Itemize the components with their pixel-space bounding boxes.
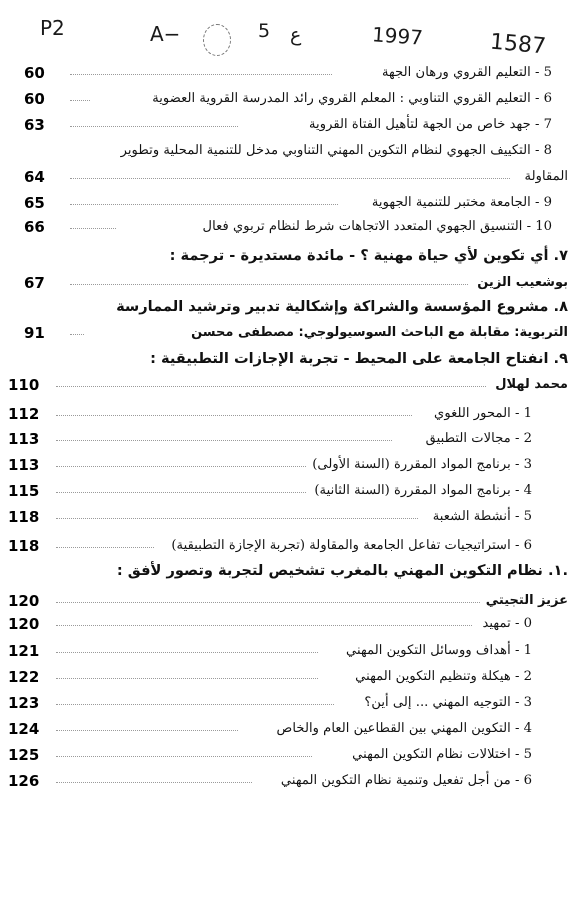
page-number: 66 (24, 218, 45, 236)
dotted-leader (56, 678, 318, 679)
page-number: 110 (8, 376, 40, 394)
page-number: 120 (8, 615, 40, 633)
toc-row-10 (0, 322, 582, 346)
handwritten-mark-number: 1587 (489, 29, 547, 60)
dotted-leader (70, 284, 468, 285)
toc-row-8 (0, 272, 582, 296)
interview-line: التربوية: مقابلة مع الباحث السوسيولوجي: مصطفى محسن (191, 325, 568, 340)
entry-title: 1 - المحور اللغوي (434, 406, 532, 421)
toc-row-21 (0, 613, 582, 637)
entry-title: 1 - أهداف ووسائل التكوين المهني (346, 643, 532, 658)
entry-title: 8 - التكييف الجهوي لنظام التكوين المهني التناوبي مدخل للتنمية المحلية وتطوير (120, 143, 552, 158)
toc-row-20 (0, 590, 582, 614)
toc-row-26 (0, 744, 582, 768)
dotted-leader (70, 334, 84, 335)
handwritten-mark-ain: ع (290, 24, 302, 46)
toc-section-9-heading (0, 348, 582, 372)
page-number: 115 (8, 482, 40, 500)
entry-title: 6 - استراتيجيات تفاعل الجامعة والمقاولة (تجربة الإجازة التطبيقية) (171, 538, 532, 553)
entry-title: 5 - التعليم القروي ورهان الجهة (381, 65, 552, 80)
entry-title: 4 - التكوين المهني بين القطاعين العام والخاص (276, 721, 532, 736)
handwritten-mark-5: 5 (258, 20, 271, 42)
entry-title: 7 - جهد خاص من الجهة لتأهيل الفتاة القروية (308, 117, 552, 132)
author-name: عزيز التجيتي (485, 593, 568, 608)
page-number: 122 (8, 668, 40, 686)
dotted-leader (56, 652, 318, 653)
page-number: 60 (24, 64, 45, 82)
page-number: 118 (8, 508, 40, 526)
dotted-leader (70, 126, 238, 127)
dotted-leader (56, 492, 306, 493)
dotted-leader (56, 547, 154, 548)
page-number: 120 (8, 592, 40, 610)
page-number: 63 (24, 116, 45, 134)
toc-row-18 (0, 535, 582, 559)
page-number: 123 (8, 694, 40, 712)
author-name: محمد لهلال (495, 377, 568, 392)
smudged-circle-mark (203, 24, 231, 56)
dotted-leader (56, 782, 252, 783)
section-heading: ٩. انفتاح الجامعة على المحيط - تجربة الإجازات التطبيقية : (150, 350, 568, 367)
dotted-leader (56, 415, 412, 416)
toc-row-12 (0, 374, 582, 398)
toc-section-10-heading (0, 560, 582, 584)
entry-title: 3 - برنامج المواد المقررة (السنة الأولى) (312, 457, 532, 472)
dotted-leader (56, 518, 418, 519)
toc-row-5 (0, 192, 582, 216)
handwritten-mark-a: A− (150, 22, 181, 46)
dotted-leader (70, 100, 90, 101)
toc-row-24 (0, 692, 582, 716)
toc-row-6 (0, 216, 582, 240)
toc-row-14 (0, 428, 582, 452)
toc-row-2 (0, 114, 582, 138)
toc-row-16 (0, 480, 582, 504)
handwritten-mark-year: 1997 (371, 22, 424, 50)
dotted-leader (56, 730, 238, 731)
entry-title: المقاولة (524, 169, 568, 184)
page-number: 124 (8, 720, 40, 738)
toc-row-0 (0, 62, 582, 86)
page-number: 67 (24, 274, 45, 292)
entry-title: 5 - اختلالات نظام التكوين المهني (352, 747, 532, 762)
section-heading: ٧. أي تكوين لأي حياة مهنية ؟ - مائدة مستديرة - ترجمة : (169, 247, 568, 264)
page-number: 65 (24, 194, 45, 212)
toc-row-13 (0, 403, 582, 427)
entry-title: 6 - التعليم القروي التناوبي : المعلم القروي رائد المدرسة القروية العضوية (152, 91, 552, 106)
handwritten-mark-p2: P2 (40, 16, 65, 40)
dotted-leader (56, 602, 480, 603)
toc-row-17 (0, 506, 582, 530)
dotted-leader (56, 704, 334, 705)
entry-title: 4 - برنامج المواد المقررة (السنة الثانية) (314, 483, 532, 498)
dotted-leader (70, 204, 338, 205)
entry-title: 3 - التوجيه المهني ... إلى أين؟ (364, 695, 532, 710)
toc-section-7-heading (0, 245, 582, 269)
entry-title: 2 - هيكلة وتنظيم التكوين المهني (355, 669, 532, 684)
page-number: 113 (8, 430, 40, 448)
page-number: 112 (8, 405, 40, 423)
dotted-leader (70, 178, 510, 179)
entry-title: 9 - الجامعة مختبر للتنمية الجهوية (371, 195, 552, 210)
section-heading: ٨. مشروع المؤسسة والشراكة وإشكالية تدبير وترشيد الممارسة (116, 298, 568, 315)
toc-section-8-heading (0, 296, 582, 320)
dotted-leader (70, 228, 116, 229)
toc-row-3 (0, 140, 582, 164)
toc-row-27 (0, 770, 582, 794)
toc-row-23 (0, 666, 582, 690)
page-number: 118 (8, 537, 40, 555)
section-heading: .١. نظام التكوين المهني بالمغرب تشخيص لتجربة وتصور لأفق : (116, 562, 568, 579)
toc-row-25 (0, 718, 582, 742)
dotted-leader (56, 466, 306, 467)
toc-row-1 (0, 88, 582, 112)
page-number: 121 (8, 642, 40, 660)
entry-title: 6 - من أجل تفعيل وتنمية نظام التكوين المهني (280, 773, 532, 788)
page-number: 125 (8, 746, 40, 764)
entry-title: 0 - تمهيد (482, 616, 532, 631)
dotted-leader (70, 74, 332, 75)
toc-row-15 (0, 454, 582, 478)
entry-title: 10 - التنسيق الجهوي المتعدد الاتجاهات شرط لنظام تربوي فعال (202, 219, 552, 234)
entry-title: 2 - مجالات التطبيق (425, 431, 532, 446)
page-number: 64 (24, 168, 45, 186)
dotted-leader (56, 756, 312, 757)
page-number: 60 (24, 90, 45, 108)
page-number: 113 (8, 456, 40, 474)
toc-row-22 (0, 640, 582, 664)
toc-row-4 (0, 166, 582, 190)
author-name: بوشعيب الزين (477, 275, 568, 290)
page-number: 126 (8, 772, 40, 790)
dotted-leader (56, 440, 392, 441)
page-number: 91 (24, 324, 45, 342)
entry-title: 5 - أنشطة الشعبة (432, 509, 532, 524)
dotted-leader (56, 386, 486, 387)
dotted-leader (56, 625, 472, 626)
